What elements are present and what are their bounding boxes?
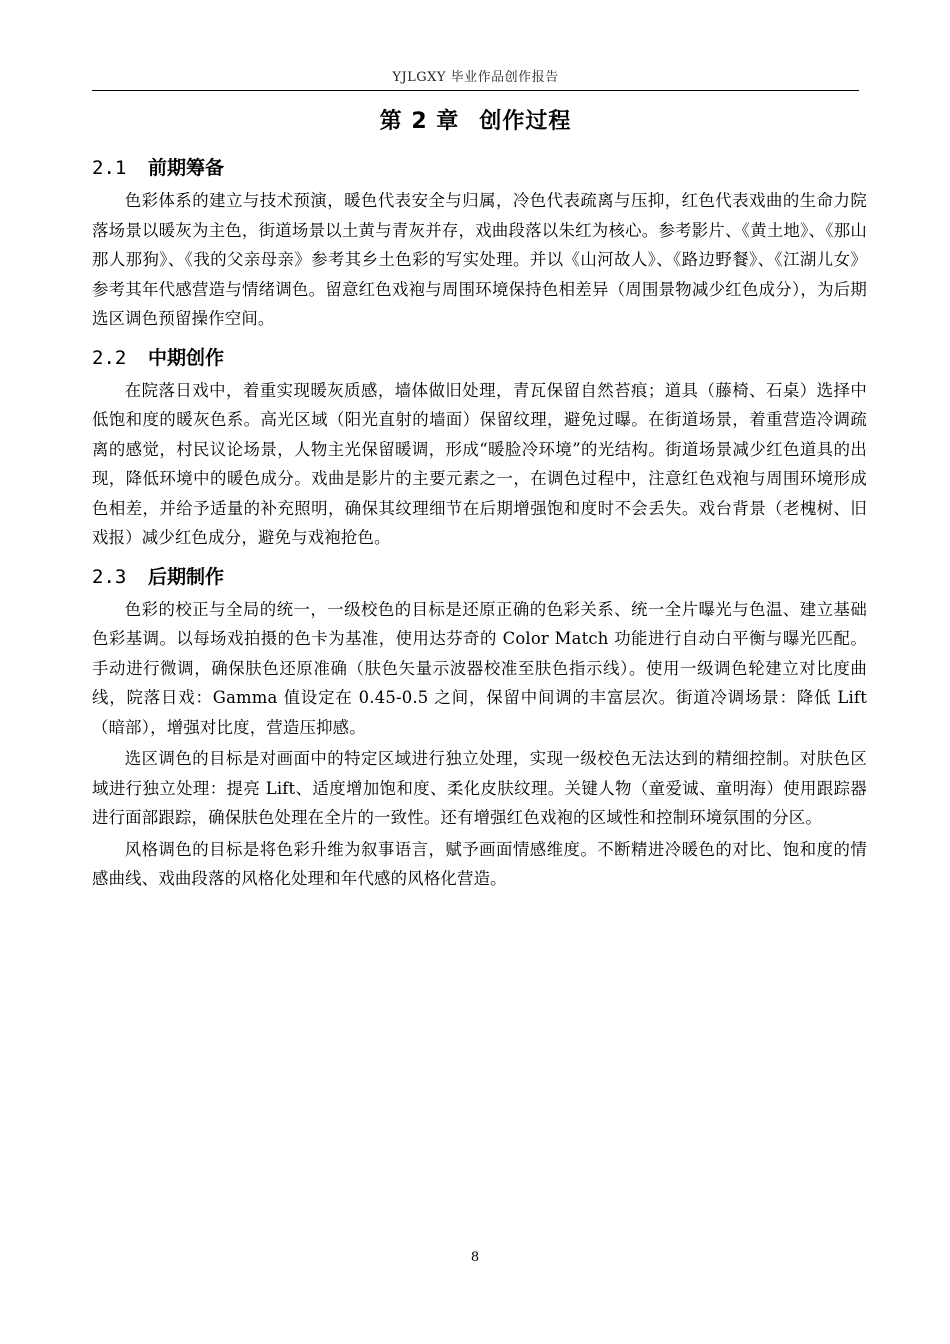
chapter-body	[92, 150, 867, 896]
paragraph: 色彩的校正与全局的统一，一级校色的目标是还原正确的色彩关系、统一全片曝光与色温、建立基础色彩基调。以每场戏拍摄的色卡为基准，使用达芬奇的 Color Match 功能进行自动白平衡与曝光匹配。手动进行微调，确保肤色还原准确（肤色矢量示波器校准至肤色指示线）。使用一级调色轮建立对比度曲线，院落日戏：Gamma 值设定在 0.45-0.5 之间，保留中间调的丰富层次。街道冷调场景：降低 Lift（暗部），增强对比度，营造压抑感。	[92, 599, 867, 737]
paragraph: 在院落日戏中，着重实现暖灰质感，墙体做旧处理，青瓦保留自然苔痕；道具（藤椅、石桌）选择中低饱和度的暖灰色系。高光区域（阳光直射的墙面）保留纹理，避免过曝。在街道场景，着重营造冷调疏离的感觉，村民议论场景，人物主光保留暖调，形成“暖脸冷环境”的光结构。街道场景减少红色道具的出现，降低环境中的暖色成分。戏曲是影片的主要元素之一，在调色过程中，注意红色戏袍与周围环境形成色相差，并给予适量的补充照明，确保其纹理细节在后期增强饱和度时不会丢失。戏台背景（老槐树、旧戏报）减少红色成分，避免与戏袍抢色。	[92, 380, 867, 547]
section-heading	[92, 340, 867, 376]
page-number: 8	[470, 1250, 480, 1265]
section-title: 后期制作	[148, 565, 225, 588]
running-header: YJLGXY 毕业作品创作报告	[392, 70, 559, 85]
section-2-2	[92, 340, 867, 553]
paragraph: 选区调色的目标是对画面中的特定区域进行独立处理，实现一级校色无法达到的精细控制。对肤色区域进行独立处理：提亮 Lift、适度增加饱和度、柔化皮肤纹理。关键人物（童爱诚、童明海）使用跟踪器进行面部跟踪，确保肤色处理在全片的一致性。还有增强红色戏袍的区域性和控制环境氛围的分区。	[92, 749, 867, 827]
section-title: 前期筹备	[148, 157, 225, 179]
section-number: 2.3	[92, 565, 127, 588]
chapter-name: 创作过程	[479, 109, 572, 134]
paragraph: 风格调色的目标是将色彩升维为叙事语言，赋予画面情感维度。不断精进冷暖色的对比、饱和度的情感曲线、戏曲段落的风格化处理和年代感的风格化营造。	[92, 839, 867, 888]
section-heading	[92, 559, 867, 595]
section-heading	[92, 150, 867, 186]
section-2-1	[92, 150, 867, 334]
section-number: 2.2	[92, 346, 127, 369]
header-rule	[92, 90, 859, 91]
paragraph: 色彩体系的建立与技术预演，暖色代表安全与归属，冷色代表疏离与压抑，红色代表戏曲的生命力院落场景以暖灰为主色，街道场景以土黄与青灰并存，戏曲段落以朱红为核心。参考影片、《黄土地》、《那山那人那狗》、《我的父亲母亲》参考其乡土色彩的写实处理。并以《山河故人》、《路边野餐》、《江湖儿女》参考其年代感营造与情绪调色。留意红色戏袍与周围环境保持色相差异（周围景物减少红色成分），为后期选区调色预留操作空间。	[92, 191, 867, 328]
section-number: 2.1	[92, 157, 127, 179]
section-title: 中期创作	[148, 346, 225, 369]
chapter-title	[92, 104, 859, 135]
chapter-label: 第 2 章	[379, 109, 460, 134]
section-2-3	[92, 559, 867, 894]
